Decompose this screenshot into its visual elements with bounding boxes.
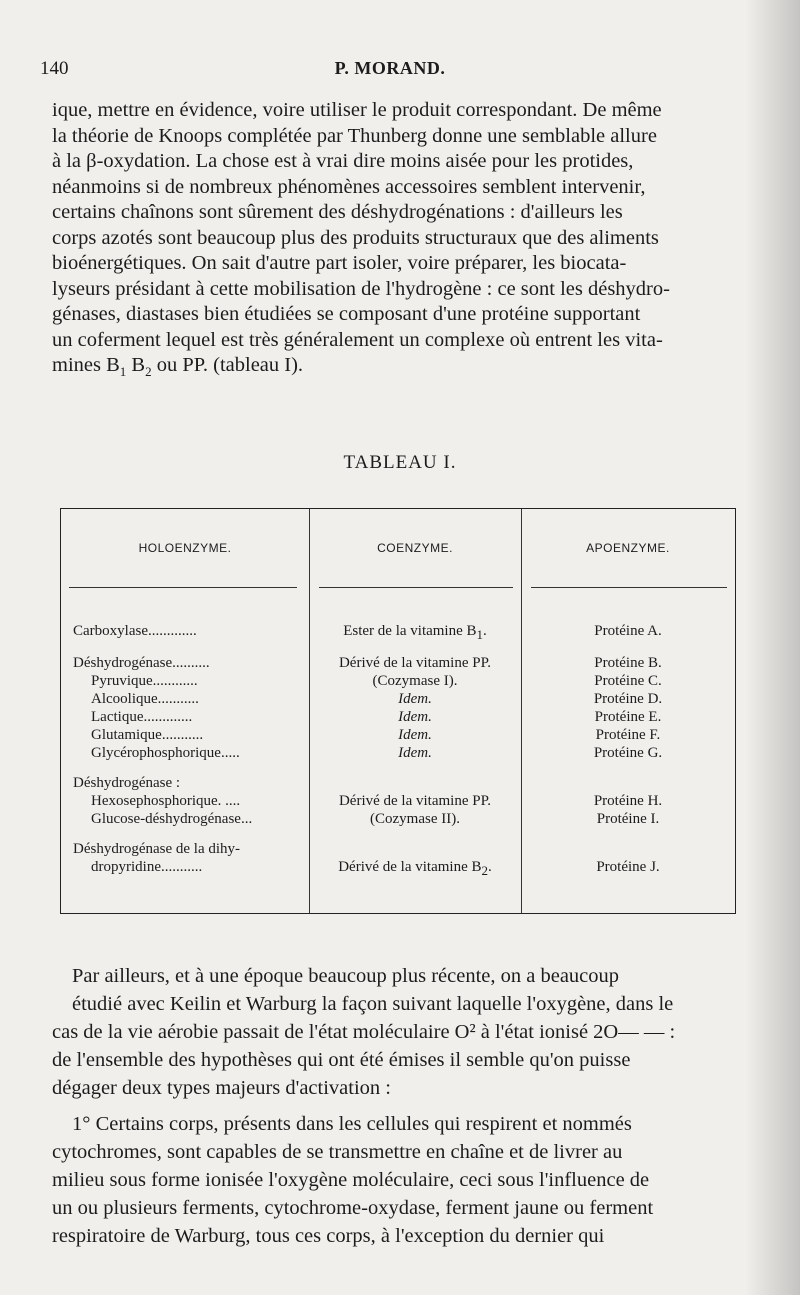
text-line: milieu sous forme ionisée l'oxygène moléculaire, ceci sous l'influence de (52, 1169, 650, 1191)
header-rule (319, 587, 513, 588)
text-line: ique, mettre en évidence, voire utiliser le produit correspondant. De même (52, 99, 662, 121)
holoenzyme-cell: Lactique............. (91, 709, 193, 725)
coenzyme-cell: Idem. (398, 745, 432, 761)
text-line: corps azotés sont beaucoup plus des produits structuraux que des aliments (52, 226, 659, 249)
text-line: de l'ensemble des hypothèses qui ont été émises il semble qu'on puisse (52, 1049, 631, 1071)
apoenzyme-cell: Protéine J. (596, 859, 660, 875)
holoenzyme-cell: Alcoolique........... (91, 691, 199, 707)
text-line: 1° Certains corps, présents dans les cellules qui respirent et nommés (72, 1113, 632, 1135)
page-number: 140 (40, 58, 69, 79)
coenzyme-cell: Idem. (398, 709, 432, 725)
text-line: dégager deux types majeurs d'activation : (52, 1077, 391, 1099)
column-header-apoenzyme: APOENZYME. (586, 541, 670, 555)
coenzyme-cell: Idem. (398, 691, 432, 707)
coenzyme-cell: Dérivé de la vitamine PP. (338, 793, 492, 809)
text-line: cytochromes, sont capables de se transmettre en chaîne et de livrer au (52, 1141, 623, 1163)
apoenzyme-cell: Protéine C. (594, 673, 662, 689)
text-line: la théorie de Knoops complétée par Thunberg donne une semblable allure (52, 124, 657, 147)
coenzyme-cell: Dérivé de la vitamine $B_2$. (338, 859, 492, 878)
text-line: génases, diastases bien étudiées se composant d'une protéine supportant (52, 303, 641, 325)
holoenzyme-cell: Déshydrogénase de la dihy- (73, 841, 241, 857)
apoenzyme-cell: Protéine D. (593, 691, 663, 707)
coenzyme-cell: Idem. (398, 727, 432, 743)
table-title: TABLEAU I. (343, 452, 457, 473)
apoenzyme-cell: Protéine B. (594, 655, 662, 671)
holoenzyme-cell: Hexosephosphorique. .... (91, 793, 241, 809)
holoenzyme-cell: Glucose-déshydrogénase... (91, 811, 253, 827)
text-line: respiratoire de Warburg, tous ces corps, à l'exception du dernier qui (52, 1225, 605, 1247)
text-line: un coferment lequel est très généralement un complexe où entrent les vita- (52, 328, 663, 351)
text-line-last: mines $B_1$ $B_2$ ou PP. (tableau I). (52, 354, 304, 380)
coenzyme-cell: Ester de la vitamine $B_1$. (343, 623, 487, 642)
text-line: lyseurs présidant à cette mobilisation de l'hydrogène : ce sont les déshydro- (52, 277, 670, 300)
header-rule (531, 587, 727, 588)
holoenzyme-cell: Glycérophosphorique..... (91, 745, 240, 761)
apoenzyme-cell: Protéine A. (594, 623, 662, 639)
holoenzyme-cell: Carboxylase............. (73, 623, 197, 639)
holoenzyme-cell: Déshydrogénase.......... (73, 655, 210, 671)
coenzyme-cell: (Cozymase II). (370, 811, 460, 827)
text-line: un ou plusieurs ferments, cytochrome-oxydase, ferment jaune ou ferment (52, 1197, 654, 1219)
text-line: cas de la vie aérobie passait de l'état moléculaire O² à l'état ionisé 2O— — : (52, 1021, 676, 1043)
coenzyme-cell: (Cozymase I). (372, 673, 458, 689)
text-line: étudié avec Keilin et Warburg la façon suivant laquelle l'oxygène, dans le (72, 993, 674, 1015)
apoenzyme-cell: Protéine F. (595, 727, 661, 743)
header-rule (69, 587, 297, 588)
paragraph-3 (52, 1110, 742, 1250)
text-line: certains chaînons sont sûrement des déshydrogénations : d'ailleurs les (52, 201, 623, 223)
holoenzyme-cell: Pyruvique............ (91, 673, 198, 689)
column-header-coenzyme: COENZYME. (377, 541, 453, 555)
enzyme-table (60, 508, 736, 914)
apoenzyme-cell: Protéine G. (593, 745, 663, 761)
apoenzyme-cell: Protéine H. (593, 793, 663, 809)
coenzyme-cell: Dérivé de la vitamine PP. (338, 655, 492, 671)
running-head: P. MORAND. (334, 58, 446, 78)
holoenzyme-cell: Déshydrogénase : (73, 775, 181, 791)
text-line: à la β-oxydation. La chose est à vrai dire moins aisée pour les protides, (52, 150, 634, 172)
paragraph-1 (52, 98, 734, 385)
paragraph-2 (52, 962, 742, 1102)
holoenzyme-cell: dropyridine........... (91, 859, 203, 875)
apoenzyme-cell: Protéine E. (594, 709, 662, 725)
apoenzyme-cell: Protéine I. (596, 811, 660, 827)
page-header (40, 58, 740, 84)
text-line: néanmoins si de nombreux phénomènes accessoires semblent intervenir, (52, 175, 646, 198)
text-line: bioénergétiques. On sait d'autre part isoler, voire préparer, les biocata- (52, 252, 627, 274)
text-line: Par ailleurs, et à une époque beaucoup plus récente, on a beaucoup (72, 965, 620, 987)
column-header-holoenzyme: HOLOENZYME. (138, 541, 232, 555)
page-edge-shadow (745, 0, 800, 1295)
holoenzyme-cell: Glutamique........... (91, 727, 204, 743)
